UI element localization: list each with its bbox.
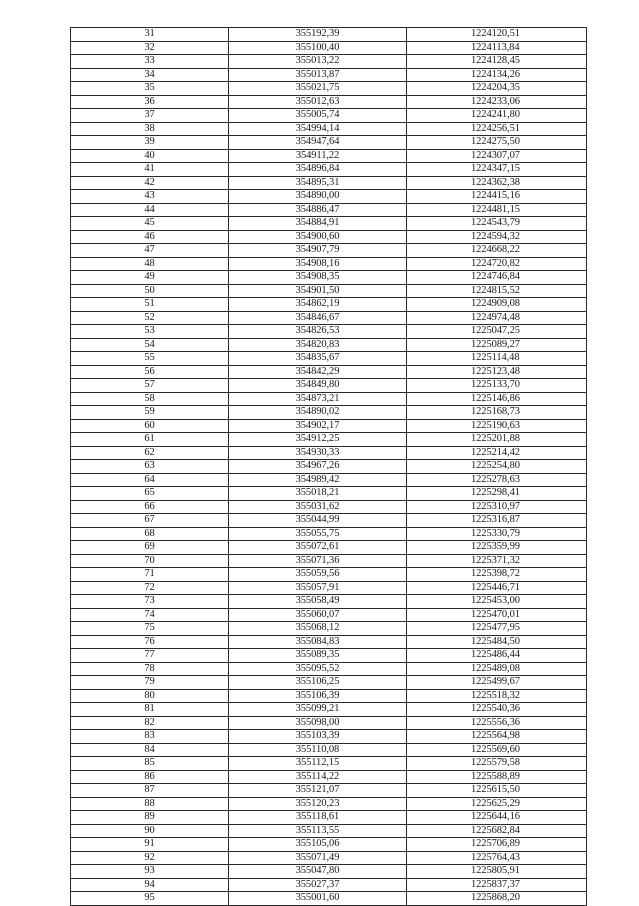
x-coordinate-cell: 355044,99 bbox=[229, 514, 407, 528]
y-coordinate-cell: 1225168,73 bbox=[407, 406, 587, 420]
table-row bbox=[71, 757, 587, 771]
point-number-cell: 63 bbox=[71, 460, 229, 474]
table-row bbox=[71, 811, 587, 825]
table-row bbox=[71, 338, 587, 352]
point-number-cell: 45 bbox=[71, 217, 229, 231]
point-number-cell: 81 bbox=[71, 703, 229, 717]
x-coordinate-cell: 355120,23 bbox=[229, 797, 407, 811]
table-row bbox=[71, 581, 587, 595]
x-coordinate-cell: 355031,62 bbox=[229, 500, 407, 514]
x-coordinate-cell: 354900,60 bbox=[229, 230, 407, 244]
x-coordinate-cell: 354846,67 bbox=[229, 311, 407, 325]
table-row bbox=[71, 635, 587, 649]
y-coordinate-cell: 1225298,41 bbox=[407, 487, 587, 501]
y-coordinate-cell: 1225214,42 bbox=[407, 446, 587, 460]
table-row bbox=[71, 770, 587, 784]
y-coordinate-cell: 1225499,67 bbox=[407, 676, 587, 690]
point-number-cell: 61 bbox=[71, 433, 229, 447]
table-row bbox=[71, 298, 587, 312]
x-coordinate-cell: 355012,63 bbox=[229, 95, 407, 109]
table-row bbox=[71, 95, 587, 109]
point-number-cell: 51 bbox=[71, 298, 229, 312]
table-row bbox=[71, 878, 587, 892]
point-number-cell: 74 bbox=[71, 608, 229, 622]
y-coordinate-cell: 1224275,50 bbox=[407, 136, 587, 150]
x-coordinate-cell: 355027,37 bbox=[229, 878, 407, 892]
x-coordinate-cell: 354989,42 bbox=[229, 473, 407, 487]
x-coordinate-cell: 354849,80 bbox=[229, 379, 407, 393]
point-number-cell: 59 bbox=[71, 406, 229, 420]
y-coordinate-cell: 1224543,79 bbox=[407, 217, 587, 231]
x-coordinate-cell: 355106,25 bbox=[229, 676, 407, 690]
table-row bbox=[71, 311, 587, 325]
table-row bbox=[71, 703, 587, 717]
point-number-cell: 79 bbox=[71, 676, 229, 690]
y-coordinate-cell: 1224204,35 bbox=[407, 82, 587, 96]
point-number-cell: 68 bbox=[71, 527, 229, 541]
point-number-cell: 69 bbox=[71, 541, 229, 555]
y-coordinate-cell: 1225146,86 bbox=[407, 392, 587, 406]
x-coordinate-cell: 355060,07 bbox=[229, 608, 407, 622]
table-row bbox=[71, 230, 587, 244]
y-coordinate-cell: 1224134,26 bbox=[407, 68, 587, 82]
table-row bbox=[71, 784, 587, 798]
x-coordinate-cell: 355089,35 bbox=[229, 649, 407, 663]
point-number-cell: 38 bbox=[71, 122, 229, 136]
point-number-cell: 94 bbox=[71, 878, 229, 892]
table-row bbox=[71, 136, 587, 150]
x-coordinate-cell: 355057,91 bbox=[229, 581, 407, 595]
table-row bbox=[71, 203, 587, 217]
point-number-cell: 58 bbox=[71, 392, 229, 406]
y-coordinate-cell: 1225615,50 bbox=[407, 784, 587, 798]
y-coordinate-cell: 1225625,29 bbox=[407, 797, 587, 811]
point-number-cell: 40 bbox=[71, 149, 229, 163]
table-row bbox=[71, 541, 587, 555]
table-row bbox=[71, 460, 587, 474]
x-coordinate-cell: 355103,39 bbox=[229, 730, 407, 744]
x-coordinate-cell: 355013,87 bbox=[229, 68, 407, 82]
y-coordinate-cell: 1225310,97 bbox=[407, 500, 587, 514]
y-coordinate-cell: 1225371,32 bbox=[407, 554, 587, 568]
x-coordinate-cell: 355100,40 bbox=[229, 41, 407, 55]
x-coordinate-cell: 354901,50 bbox=[229, 284, 407, 298]
y-coordinate-cell: 1225837,37 bbox=[407, 878, 587, 892]
y-coordinate-cell: 1224256,51 bbox=[407, 122, 587, 136]
x-coordinate-cell: 355058,49 bbox=[229, 595, 407, 609]
y-coordinate-cell: 1224815,52 bbox=[407, 284, 587, 298]
table-row bbox=[71, 716, 587, 730]
table-row bbox=[71, 325, 587, 339]
y-coordinate-cell: 1224909,08 bbox=[407, 298, 587, 312]
y-coordinate-cell: 1225201,88 bbox=[407, 433, 587, 447]
x-coordinate-cell: 355047,80 bbox=[229, 865, 407, 879]
x-coordinate-cell: 354902,17 bbox=[229, 419, 407, 433]
table-row bbox=[71, 419, 587, 433]
table-row bbox=[71, 379, 587, 393]
x-coordinate-cell: 354947,64 bbox=[229, 136, 407, 150]
y-coordinate-cell: 1225190,63 bbox=[407, 419, 587, 433]
y-coordinate-cell: 1225868,20 bbox=[407, 892, 587, 906]
table-row bbox=[71, 500, 587, 514]
table-row bbox=[71, 163, 587, 177]
y-coordinate-cell: 1224347,15 bbox=[407, 163, 587, 177]
x-coordinate-cell: 355005,74 bbox=[229, 109, 407, 123]
y-coordinate-cell: 1224113,84 bbox=[407, 41, 587, 55]
table-row bbox=[71, 352, 587, 366]
point-number-cell: 87 bbox=[71, 784, 229, 798]
point-number-cell: 47 bbox=[71, 244, 229, 258]
table-row bbox=[71, 392, 587, 406]
table-row bbox=[71, 797, 587, 811]
point-number-cell: 46 bbox=[71, 230, 229, 244]
x-coordinate-cell: 355001,60 bbox=[229, 892, 407, 906]
table-row bbox=[71, 284, 587, 298]
x-coordinate-cell: 355013,22 bbox=[229, 55, 407, 69]
table-row bbox=[71, 190, 587, 204]
x-coordinate-cell: 355071,49 bbox=[229, 851, 407, 865]
y-coordinate-cell: 1225518,32 bbox=[407, 689, 587, 703]
x-coordinate-cell: 354967,26 bbox=[229, 460, 407, 474]
y-coordinate-cell: 1224481,15 bbox=[407, 203, 587, 217]
y-coordinate-cell: 1224594,32 bbox=[407, 230, 587, 244]
y-coordinate-cell: 1225047,25 bbox=[407, 325, 587, 339]
point-number-cell: 64 bbox=[71, 473, 229, 487]
x-coordinate-cell: 354826,53 bbox=[229, 325, 407, 339]
y-coordinate-cell: 1225330,79 bbox=[407, 527, 587, 541]
table-row bbox=[71, 257, 587, 271]
coordinates-table bbox=[70, 27, 587, 906]
y-coordinate-cell: 1225477,95 bbox=[407, 622, 587, 636]
point-number-cell: 39 bbox=[71, 136, 229, 150]
table-row bbox=[71, 514, 587, 528]
y-coordinate-cell: 1224128,45 bbox=[407, 55, 587, 69]
table-row bbox=[71, 824, 587, 838]
point-number-cell: 82 bbox=[71, 716, 229, 730]
table-row bbox=[71, 82, 587, 96]
point-number-cell: 65 bbox=[71, 487, 229, 501]
y-coordinate-cell: 1225254,80 bbox=[407, 460, 587, 474]
y-coordinate-cell: 1225359,99 bbox=[407, 541, 587, 555]
y-coordinate-cell: 1224720,82 bbox=[407, 257, 587, 271]
point-number-cell: 77 bbox=[71, 649, 229, 663]
table-row bbox=[71, 244, 587, 258]
table-row bbox=[71, 433, 587, 447]
table-row bbox=[71, 865, 587, 879]
point-number-cell: 60 bbox=[71, 419, 229, 433]
table-row bbox=[71, 743, 587, 757]
x-coordinate-cell: 355106,39 bbox=[229, 689, 407, 703]
point-number-cell: 56 bbox=[71, 365, 229, 379]
x-coordinate-cell: 354884,91 bbox=[229, 217, 407, 231]
x-coordinate-cell: 354842,29 bbox=[229, 365, 407, 379]
x-coordinate-cell: 355059,56 bbox=[229, 568, 407, 582]
table-row bbox=[71, 892, 587, 906]
point-number-cell: 31 bbox=[71, 28, 229, 42]
table-row bbox=[71, 55, 587, 69]
point-number-cell: 43 bbox=[71, 190, 229, 204]
point-number-cell: 80 bbox=[71, 689, 229, 703]
y-coordinate-cell: 1225470,01 bbox=[407, 608, 587, 622]
y-coordinate-cell: 1225484,50 bbox=[407, 635, 587, 649]
point-number-cell: 76 bbox=[71, 635, 229, 649]
x-coordinate-cell: 354908,35 bbox=[229, 271, 407, 285]
x-coordinate-cell: 354820,83 bbox=[229, 338, 407, 352]
point-number-cell: 62 bbox=[71, 446, 229, 460]
point-number-cell: 49 bbox=[71, 271, 229, 285]
y-coordinate-cell: 1225706,89 bbox=[407, 838, 587, 852]
x-coordinate-cell: 354907,79 bbox=[229, 244, 407, 258]
x-coordinate-cell: 355118,61 bbox=[229, 811, 407, 825]
x-coordinate-cell: 355071,36 bbox=[229, 554, 407, 568]
x-coordinate-cell: 355112,15 bbox=[229, 757, 407, 771]
point-number-cell: 32 bbox=[71, 41, 229, 55]
x-coordinate-cell: 354908,16 bbox=[229, 257, 407, 271]
point-number-cell: 44 bbox=[71, 203, 229, 217]
y-coordinate-cell: 1225398,72 bbox=[407, 568, 587, 582]
y-coordinate-cell: 1225569,60 bbox=[407, 743, 587, 757]
table-row bbox=[71, 608, 587, 622]
table-row bbox=[71, 446, 587, 460]
y-coordinate-cell: 1224241,80 bbox=[407, 109, 587, 123]
table-row bbox=[71, 473, 587, 487]
point-number-cell: 35 bbox=[71, 82, 229, 96]
table-row bbox=[71, 622, 587, 636]
table-row bbox=[71, 527, 587, 541]
x-coordinate-cell: 355114,22 bbox=[229, 770, 407, 784]
y-coordinate-cell: 1225316,87 bbox=[407, 514, 587, 528]
x-coordinate-cell: 355095,52 bbox=[229, 662, 407, 676]
x-coordinate-cell: 355099,21 bbox=[229, 703, 407, 717]
y-coordinate-cell: 1225588,89 bbox=[407, 770, 587, 784]
x-coordinate-cell: 355018,21 bbox=[229, 487, 407, 501]
y-coordinate-cell: 1224746,84 bbox=[407, 271, 587, 285]
point-number-cell: 42 bbox=[71, 176, 229, 190]
point-number-cell: 91 bbox=[71, 838, 229, 852]
y-coordinate-cell: 1225278,63 bbox=[407, 473, 587, 487]
x-coordinate-cell: 354886,47 bbox=[229, 203, 407, 217]
point-number-cell: 93 bbox=[71, 865, 229, 879]
point-number-cell: 92 bbox=[71, 851, 229, 865]
table-row bbox=[71, 28, 587, 42]
x-coordinate-cell: 354890,00 bbox=[229, 190, 407, 204]
y-coordinate-cell: 1225564,98 bbox=[407, 730, 587, 744]
x-coordinate-cell: 354873,21 bbox=[229, 392, 407, 406]
point-number-cell: 83 bbox=[71, 730, 229, 744]
y-coordinate-cell: 1225114,48 bbox=[407, 352, 587, 366]
point-number-cell: 75 bbox=[71, 622, 229, 636]
point-number-cell: 66 bbox=[71, 500, 229, 514]
table-row bbox=[71, 176, 587, 190]
point-number-cell: 95 bbox=[71, 892, 229, 906]
x-coordinate-cell: 354895,31 bbox=[229, 176, 407, 190]
x-coordinate-cell: 355055,75 bbox=[229, 527, 407, 541]
table-row bbox=[71, 554, 587, 568]
table-row bbox=[71, 689, 587, 703]
y-coordinate-cell: 1225089,27 bbox=[407, 338, 587, 352]
point-number-cell: 37 bbox=[71, 109, 229, 123]
point-number-cell: 67 bbox=[71, 514, 229, 528]
table-row bbox=[71, 730, 587, 744]
table-row bbox=[71, 838, 587, 852]
y-coordinate-cell: 1224668,22 bbox=[407, 244, 587, 258]
table-row bbox=[71, 122, 587, 136]
point-number-cell: 57 bbox=[71, 379, 229, 393]
point-number-cell: 54 bbox=[71, 338, 229, 352]
point-number-cell: 90 bbox=[71, 824, 229, 838]
point-number-cell: 88 bbox=[71, 797, 229, 811]
coordinates-table-body bbox=[71, 28, 587, 906]
table-row bbox=[71, 41, 587, 55]
y-coordinate-cell: 1224233,06 bbox=[407, 95, 587, 109]
x-coordinate-cell: 354912,25 bbox=[229, 433, 407, 447]
x-coordinate-cell: 355098,00 bbox=[229, 716, 407, 730]
table-row bbox=[71, 365, 587, 379]
x-coordinate-cell: 355068,12 bbox=[229, 622, 407, 636]
table-row bbox=[71, 406, 587, 420]
x-coordinate-cell: 354994,14 bbox=[229, 122, 407, 136]
point-number-cell: 89 bbox=[71, 811, 229, 825]
x-coordinate-cell: 354896,84 bbox=[229, 163, 407, 177]
point-number-cell: 53 bbox=[71, 325, 229, 339]
table-row bbox=[71, 649, 587, 663]
point-number-cell: 86 bbox=[71, 770, 229, 784]
x-coordinate-cell: 355113,55 bbox=[229, 824, 407, 838]
y-coordinate-cell: 1224362,38 bbox=[407, 176, 587, 190]
y-coordinate-cell: 1224307,07 bbox=[407, 149, 587, 163]
y-coordinate-cell: 1225540,36 bbox=[407, 703, 587, 717]
y-coordinate-cell: 1225579,58 bbox=[407, 757, 587, 771]
x-coordinate-cell: 355110,08 bbox=[229, 743, 407, 757]
table-row bbox=[71, 68, 587, 82]
y-coordinate-cell: 1225682,84 bbox=[407, 824, 587, 838]
y-coordinate-cell: 1225805,91 bbox=[407, 865, 587, 879]
table-row bbox=[71, 676, 587, 690]
table-row bbox=[71, 271, 587, 285]
point-number-cell: 50 bbox=[71, 284, 229, 298]
x-coordinate-cell: 355192,39 bbox=[229, 28, 407, 42]
table-row bbox=[71, 149, 587, 163]
point-number-cell: 78 bbox=[71, 662, 229, 676]
x-coordinate-cell: 354890,02 bbox=[229, 406, 407, 420]
x-coordinate-cell: 354835,67 bbox=[229, 352, 407, 366]
y-coordinate-cell: 1225123,48 bbox=[407, 365, 587, 379]
point-number-cell: 55 bbox=[71, 352, 229, 366]
y-coordinate-cell: 1225644,16 bbox=[407, 811, 587, 825]
y-coordinate-cell: 1225764,43 bbox=[407, 851, 587, 865]
y-coordinate-cell: 1225446,71 bbox=[407, 581, 587, 595]
y-coordinate-cell: 1224120,51 bbox=[407, 28, 587, 42]
point-number-cell: 71 bbox=[71, 568, 229, 582]
table-row bbox=[71, 662, 587, 676]
y-coordinate-cell: 1224415,16 bbox=[407, 190, 587, 204]
y-coordinate-cell: 1224974,48 bbox=[407, 311, 587, 325]
point-number-cell: 72 bbox=[71, 581, 229, 595]
point-number-cell: 73 bbox=[71, 595, 229, 609]
y-coordinate-cell: 1225486,44 bbox=[407, 649, 587, 663]
table-row bbox=[71, 568, 587, 582]
point-number-cell: 34 bbox=[71, 68, 229, 82]
x-coordinate-cell: 355084,83 bbox=[229, 635, 407, 649]
x-coordinate-cell: 355121,07 bbox=[229, 784, 407, 798]
point-number-cell: 41 bbox=[71, 163, 229, 177]
y-coordinate-cell: 1225133,70 bbox=[407, 379, 587, 393]
point-number-cell: 48 bbox=[71, 257, 229, 271]
table-row bbox=[71, 109, 587, 123]
point-number-cell: 36 bbox=[71, 95, 229, 109]
point-number-cell: 84 bbox=[71, 743, 229, 757]
point-number-cell: 70 bbox=[71, 554, 229, 568]
point-number-cell: 33 bbox=[71, 55, 229, 69]
x-coordinate-cell: 355105,06 bbox=[229, 838, 407, 852]
y-coordinate-cell: 1225556,36 bbox=[407, 716, 587, 730]
x-coordinate-cell: 355072,61 bbox=[229, 541, 407, 555]
table-row bbox=[71, 595, 587, 609]
x-coordinate-cell: 355021,75 bbox=[229, 82, 407, 96]
table-row bbox=[71, 217, 587, 231]
y-coordinate-cell: 1225453,00 bbox=[407, 595, 587, 609]
table-row bbox=[71, 851, 587, 865]
x-coordinate-cell: 354862,19 bbox=[229, 298, 407, 312]
x-coordinate-cell: 354911,22 bbox=[229, 149, 407, 163]
x-coordinate-cell: 354930,33 bbox=[229, 446, 407, 460]
point-number-cell: 52 bbox=[71, 311, 229, 325]
point-number-cell: 85 bbox=[71, 757, 229, 771]
table-row bbox=[71, 487, 587, 501]
y-coordinate-cell: 1225489,08 bbox=[407, 662, 587, 676]
